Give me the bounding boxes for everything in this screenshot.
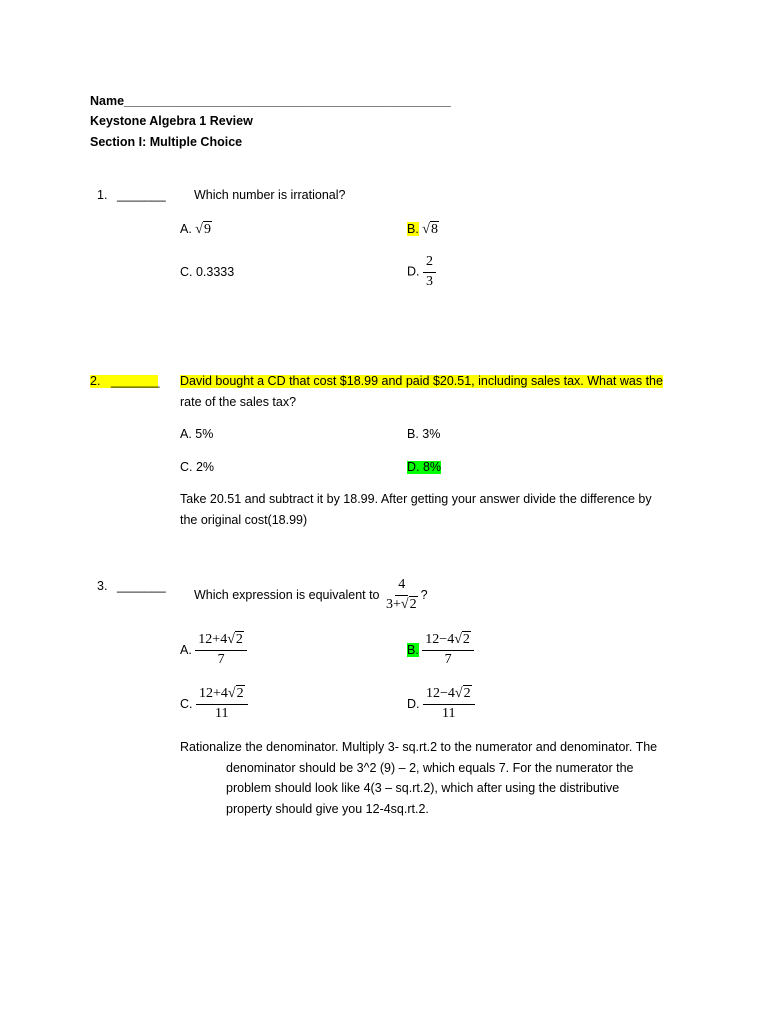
question-text: Which expression is equivalent to $\frac{4}{3+√2}$ ?	[194, 577, 428, 612]
answer-blank: _______	[117, 188, 166, 202]
name-field-label: Name_______________________________________________	[90, 94, 451, 108]
choice-d	[407, 255, 436, 289]
explanation-line-2: denominator should be 3^2 (9) – 2, which equals 7. For the numerator the	[226, 761, 634, 775]
sqrt-icon: √	[227, 686, 236, 701]
fraction: $\frac{4}{3+√2}$	[386, 577, 417, 612]
choice-label: C.	[180, 696, 193, 711]
question-text-line-2: rate of the sales tax?	[180, 395, 297, 409]
choice-a	[180, 633, 247, 667]
sqrt-icon: √	[195, 222, 203, 237]
radical-expression: √2	[227, 686, 244, 701]
fraction: $\frac{12-4√2}{11}$	[423, 687, 475, 721]
question-number: 1.	[97, 188, 108, 202]
sqrt-icon: √	[400, 596, 409, 612]
radical-expression: √2	[227, 632, 243, 647]
document-title: Keystone Algebra 1 Review	[90, 114, 253, 128]
radical-expression: √2	[400, 596, 417, 612]
fraction: $\frac{12+4√2}{7}$	[195, 633, 247, 667]
explanation-line-3: problem should look like 4(3 – sq.rt.2), which after using the distributive	[226, 781, 620, 795]
sqrt-icon: √	[422, 222, 430, 237]
radical-expression: √9	[195, 222, 211, 237]
choice-label: A.	[180, 222, 192, 236]
section-heading: Section I: Multiple Choice	[90, 135, 243, 149]
radical-expression: √2	[454, 632, 470, 647]
choice-a: A. 5%	[180, 427, 214, 441]
explanation-line-4: property should give you 12-4sq.rt.2.	[226, 802, 429, 816]
choice-label: D.	[407, 264, 420, 279]
choice-a	[180, 223, 212, 237]
choice-b	[407, 223, 439, 237]
fraction: $\frac{2}{3}$	[423, 255, 436, 289]
fraction: $\frac{12+4√2}{11}$	[196, 687, 248, 721]
radical-expression: √2	[454, 686, 471, 701]
choice-c: C. 0.3333	[180, 265, 235, 279]
choice-label-highlighted: B.	[407, 222, 419, 236]
sqrt-icon: √	[227, 632, 235, 647]
explanation-line-1: Rationalize the denominator. Multiply 3- sq.rt.2 to the numerator and denominator. The	[180, 740, 658, 754]
question-number-highlighted: 2. _______	[90, 374, 160, 388]
choice-d	[407, 687, 475, 721]
sqrt-icon: √	[454, 686, 463, 701]
explanation-line-1: Take 20.51 and subtract it by 18.99. After getting your answer divide the difference by	[180, 492, 652, 506]
answer-blank: _______	[117, 579, 166, 593]
choice-b	[407, 633, 474, 667]
sqrt-icon: √	[454, 632, 462, 647]
radical-expression: √8	[422, 222, 438, 237]
choice-label: D.	[407, 696, 420, 711]
question-text-line-1: David bought a CD that cost $18.99 and paid $20.51, including sales tax. What was the	[180, 374, 663, 388]
choice-label: A.	[180, 642, 192, 657]
choice-c: C. 2%	[180, 460, 215, 474]
choice-c	[180, 687, 248, 721]
choice-d-correct: D. 8%	[407, 460, 442, 474]
choice-b: B. 3%	[407, 427, 441, 441]
explanation-line-2: the original cost(18.99)	[180, 513, 308, 527]
choice-label-correct: B.	[407, 642, 419, 657]
question-text: Which number is irrational?	[194, 188, 346, 202]
fraction: $\frac{12-4√2}{7}$	[422, 633, 474, 667]
question-number: 3.	[97, 579, 108, 593]
